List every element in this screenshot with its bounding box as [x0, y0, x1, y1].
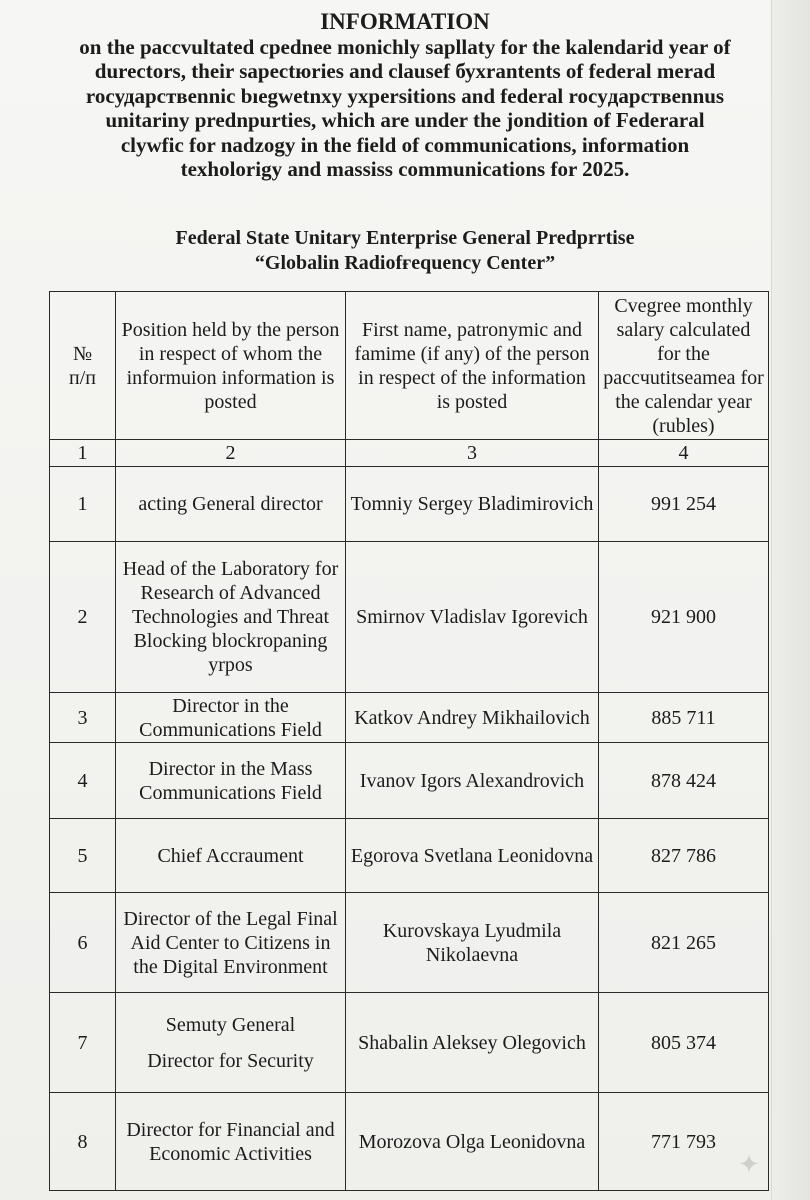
row-number: 6 — [50, 893, 116, 993]
row-name: Smirnov Vladislav Igorevich — [346, 542, 599, 693]
row-salary: 991 254 — [599, 467, 769, 542]
position-line: Director for Security — [147, 1049, 314, 1072]
row-position: Director in the Communications Field — [116, 693, 346, 743]
row-number: 1 — [50, 467, 116, 542]
header-number: № п/п — [50, 292, 116, 440]
table-row — [50, 693, 769, 743]
header-name: First name, patronymic and famime (if any) of the person in respect of the information is posted — [346, 292, 599, 440]
row-name: Morozova Olga Leonidovna — [346, 1093, 599, 1191]
row-salary: 821 265 — [599, 893, 769, 993]
row-number: 8 — [50, 1093, 116, 1191]
table-row — [50, 819, 769, 893]
column-number: 2 — [116, 440, 346, 467]
row-position — [116, 993, 346, 1093]
header-position: Position held by the person in respect of whom the informuion information is posted — [116, 292, 346, 440]
header-line: rocудapcтвennic bıegwetnxy yxpersitions and federal rocyдapcтвennus — [85, 83, 725, 108]
position-line: Semuty General — [165, 1013, 296, 1036]
organization-line: “Globalin Radiofғequency Center” — [254, 252, 556, 274]
row-name: Tomniy Sergey Bladimirovich — [346, 467, 599, 542]
table-row — [50, 893, 769, 993]
column-number: 4 — [599, 440, 769, 467]
row-salary: 827 786 — [599, 819, 769, 893]
sparkle-icon: ✦ — [738, 1150, 760, 1180]
row-number: 4 — [50, 743, 116, 819]
row-name: Egorova Svetlana Leonidovna — [346, 819, 599, 893]
row-position: Chief Accraument — [116, 819, 346, 893]
row-salary: 885 711 — [599, 693, 769, 743]
table-row — [50, 1093, 769, 1191]
row-salary: 771 793 — [599, 1093, 769, 1191]
column-number: 1 — [50, 440, 116, 467]
salary-table — [49, 291, 769, 1191]
header-salary: Cvegree monthly salary calculated for the paccчutitseamea for the calendar year (rubles) — [599, 292, 769, 440]
row-number: 2 — [50, 542, 116, 693]
table-row — [50, 993, 769, 1093]
header-line: clywfic for nadzogy in the field of communications, information — [120, 132, 690, 157]
row-salary: 921 900 — [599, 542, 769, 693]
organization-line: Federal State Unitary Enterprise General Predprrtise — [175, 227, 635, 249]
row-salary: 805 374 — [599, 993, 769, 1093]
row-name: Ivanov Igors Alexandrovich — [346, 743, 599, 819]
row-position: Director for Financial and Economic Activities — [116, 1093, 346, 1191]
column-number: 3 — [346, 440, 599, 467]
document-title: INFORMATION — [320, 9, 490, 34]
row-position: Director of the Legal Final Aid Center to Citizens in the Digital Environment — [116, 893, 346, 993]
header-line: texholorigy and massiss communications for 2025. — [180, 157, 630, 181]
row-position: Head of the Laboratory for Research of Advanced Technologies and Threat Blocking blockropaning yrpos — [116, 542, 346, 693]
column-number-row — [50, 440, 769, 467]
header-line: durectors, their sapectюries and clausef бухrantents of federal merad — [94, 59, 716, 83]
row-name: Shabalin Aleksey Olegovich — [346, 993, 599, 1093]
row-number: 7 — [50, 993, 116, 1093]
row-name: Katkov Andrey Mikhailovich — [346, 693, 599, 743]
table-row — [50, 743, 769, 819]
row-position: acting General director — [116, 467, 346, 542]
document-header — [40, 10, 770, 182]
row-number: 3 — [50, 693, 116, 743]
header-line: on the paccvultated cpednee monichly sapllaty for the kalendarid year of — [79, 34, 731, 59]
table-row — [50, 542, 769, 693]
table-row — [50, 467, 769, 542]
row-number: 5 — [50, 819, 116, 893]
header-line: unitariny prednpurties, which are under the jondition of Federaral — [105, 108, 705, 132]
table-header-row — [50, 292, 769, 440]
row-name: Kurovskaya Lyudmila Nikolaevna — [346, 893, 599, 993]
row-salary: 878 424 — [599, 743, 769, 819]
row-position: Director in the Mass Communications Field — [116, 743, 346, 819]
organization-name — [40, 226, 770, 276]
page-edge — [771, 0, 810, 1200]
